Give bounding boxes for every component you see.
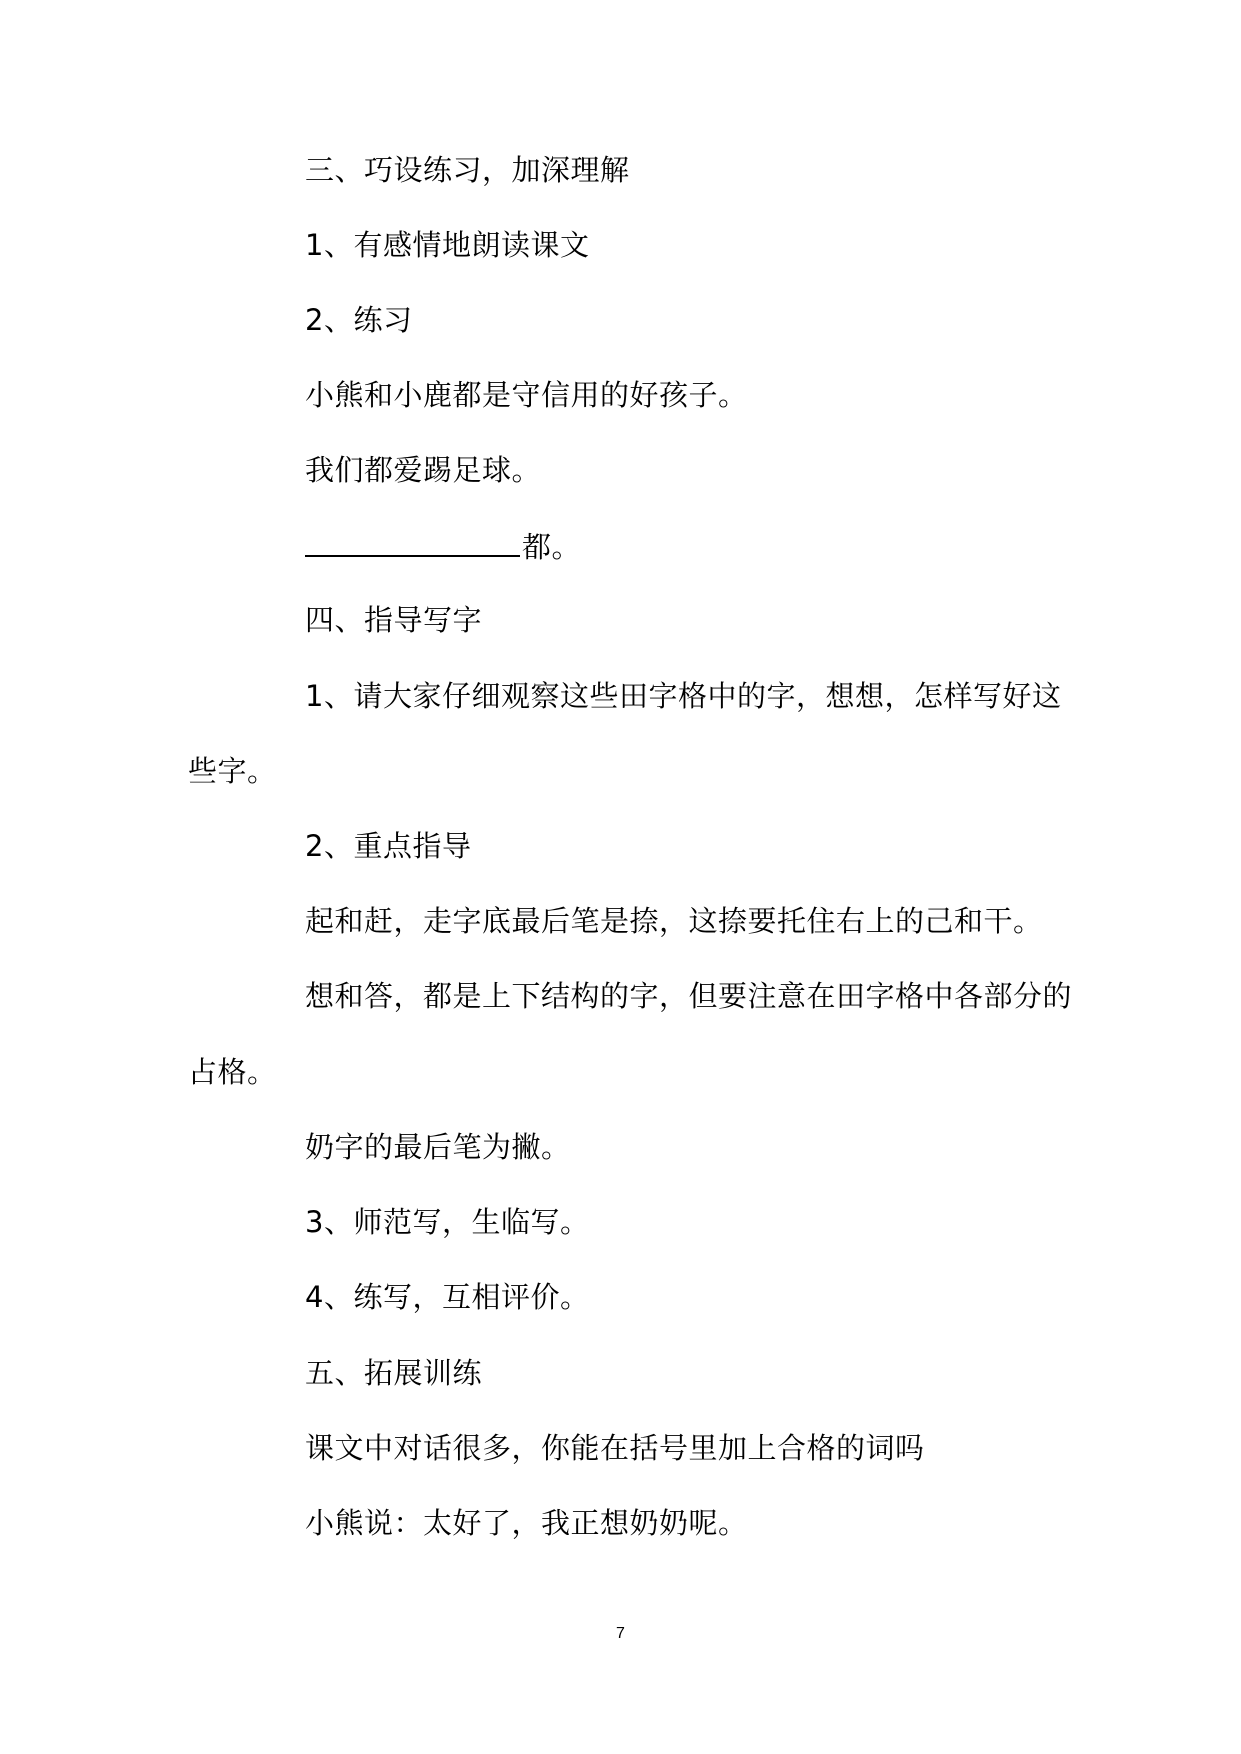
example-sentence: 我们都爱踢足球。 xyxy=(305,453,542,487)
blank-sentence-tail: 都。 xyxy=(522,530,582,564)
list-item: 1、有感情地朗读课文 xyxy=(305,228,590,262)
blank-line xyxy=(305,527,520,557)
list-item: 2、重点指导 xyxy=(305,829,472,863)
paragraph-line: 奶字的最后笔为撇。 xyxy=(305,1130,571,1164)
section-heading-4: 四、指导写字 xyxy=(305,603,483,637)
paragraph-line: 小熊说：太好了，我正想奶奶呢。 xyxy=(305,1506,748,1540)
list-item: 4、练写，互相评价。 xyxy=(305,1280,590,1314)
fill-in-blank-sentence xyxy=(305,527,581,565)
list-item: 2、练习 xyxy=(305,303,413,337)
paragraph-line: 些字。 xyxy=(188,754,277,788)
paragraph-line: 想和答，都是上下结构的字，但要注意在田字格中各部分的 xyxy=(305,979,1073,1013)
section-heading-5: 五、拓展训练 xyxy=(305,1356,483,1390)
section-heading-3: 三、巧设练习，加深理解 xyxy=(305,153,630,187)
example-sentence: 小熊和小鹿都是守信用的好孩子。 xyxy=(305,378,748,412)
page-number: 7 xyxy=(616,1625,625,1642)
paragraph-line: 1、请大家仔细观察这些田字格中的字，想想，怎样写好这 xyxy=(305,679,1062,713)
paragraph-line: 起和赶，走字底最后笔是捺，这捺要托住右上的己和干。 xyxy=(305,904,1043,938)
list-item: 3、师范写，生临写。 xyxy=(305,1205,590,1239)
paragraph-line: 课文中对话很多，你能在括号里加上合格的词吗 xyxy=(305,1431,925,1465)
paragraph-line: 占格。 xyxy=(188,1055,277,1089)
